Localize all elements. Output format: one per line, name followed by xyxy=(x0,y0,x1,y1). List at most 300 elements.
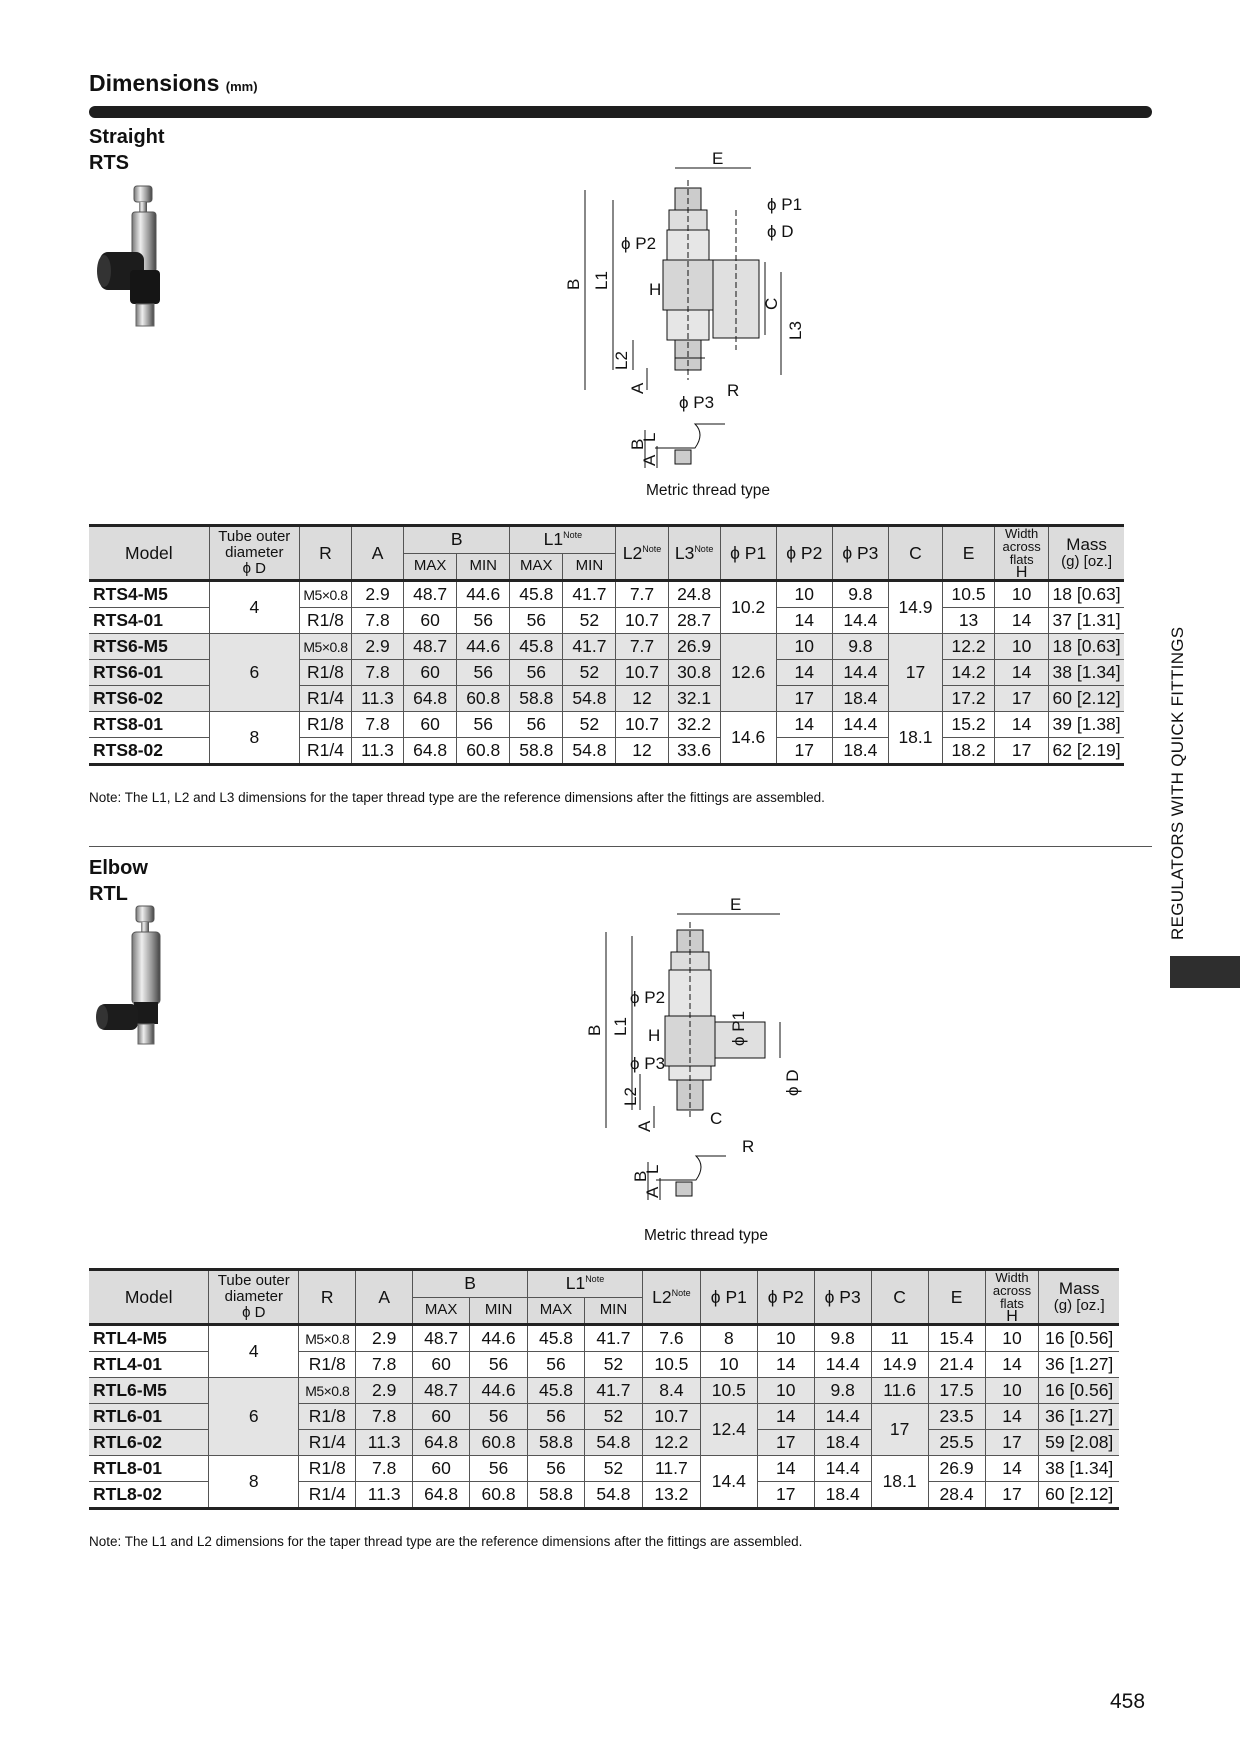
table-cell: 17 xyxy=(985,1482,1039,1509)
table-cell: 10 xyxy=(995,581,1049,608)
col-header-e-rtl: E xyxy=(928,1270,985,1325)
table-cell: 26.9 xyxy=(668,634,720,660)
dim-label-b: B xyxy=(564,278,583,290)
table-cell: 8.4 xyxy=(642,1378,700,1404)
table-cell: 9.8 xyxy=(814,1325,871,1352)
table-cell: 18.4 xyxy=(814,1430,871,1456)
table-cell: 8 xyxy=(209,712,299,765)
table-cell: 41.7 xyxy=(563,581,616,608)
table-cell: 7.8 xyxy=(356,1456,413,1482)
table-cell: 7.8 xyxy=(356,1352,413,1378)
dim-label-e: E xyxy=(712,150,724,168)
table-cell: 44.6 xyxy=(457,634,510,660)
table-cell: 7.8 xyxy=(356,1404,413,1430)
table-cell: 10 xyxy=(995,634,1049,660)
product-photo-rtl xyxy=(94,904,174,1054)
table-cell: 10 xyxy=(776,581,832,608)
table-cell: 17 xyxy=(757,1482,814,1509)
table-cell: 32.1 xyxy=(668,686,720,712)
table-cell: 14 xyxy=(995,660,1049,686)
table-cell: 21.4 xyxy=(928,1352,985,1378)
table-cell: 18.4 xyxy=(832,738,888,765)
col-header-r: R xyxy=(299,526,351,581)
col-header-p3: ϕ P3 xyxy=(832,526,888,581)
table-cell: 56 xyxy=(510,712,563,738)
table-cell: 14 xyxy=(757,1456,814,1482)
table-row xyxy=(89,1325,1119,1352)
col-header-mass: Mass (g) [oz.] xyxy=(1049,526,1124,581)
col-header-l1-max: MAX xyxy=(510,553,563,581)
side-tab-label: REGULATORS WITH QUICK FITTINGS xyxy=(1168,626,1187,940)
table-cell: 11.7 xyxy=(642,1456,700,1482)
col-header-c-rtl: C xyxy=(871,1270,928,1325)
table-cell: R1/4 xyxy=(299,1430,356,1456)
table-cell: 14 xyxy=(757,1352,814,1378)
table-cell: 60 xyxy=(404,608,457,634)
col-header-b-max: MAX xyxy=(404,553,457,581)
table-cell: 56 xyxy=(457,608,510,634)
table-cell: RTL6-01 xyxy=(89,1404,209,1430)
table-cell: 60 xyxy=(413,1352,470,1378)
dim-label-l1-rtl: L1 xyxy=(611,1017,630,1036)
table-cell: 58.8 xyxy=(528,1482,585,1509)
table-cell: RTS6-02 xyxy=(89,686,209,712)
table-cell: 14.4 xyxy=(814,1352,871,1378)
table-row xyxy=(89,1456,1119,1482)
table-cell: 10.7 xyxy=(616,712,668,738)
col-header-l2: $L2^{Note}$ xyxy=(616,526,668,581)
dim-label-p1: ϕ P1 xyxy=(767,195,803,214)
col-header-c: C xyxy=(888,526,942,581)
col-header-mass-rtl: Mass (g) [oz.] xyxy=(1039,1270,1119,1325)
table-cell: 38 [1.34] xyxy=(1049,660,1124,686)
table-cell: 14 xyxy=(985,1456,1039,1482)
table-cell: RTS6-01 xyxy=(89,660,209,686)
table-cell: 11.3 xyxy=(356,1482,413,1509)
table-cell: 59 [2.08] xyxy=(1039,1430,1119,1456)
table-cell: 10 xyxy=(985,1378,1039,1404)
dim-label-h: H xyxy=(649,280,662,299)
table-cell: 18.1 xyxy=(888,712,942,765)
table-cell: 17 xyxy=(776,738,832,765)
table-cell: 60 xyxy=(413,1456,470,1482)
table-cell: 52 xyxy=(584,1404,642,1430)
col-header-model-rtl: Model xyxy=(89,1270,209,1325)
dim-label-c-rtl: C xyxy=(710,1109,723,1128)
table-cell: 12.4 xyxy=(700,1404,757,1456)
table-cell: 60 [2.12] xyxy=(1039,1482,1119,1509)
table-cell: 14.9 xyxy=(871,1352,928,1378)
table-cell: 2.9 xyxy=(351,634,403,660)
table-cell: 9.8 xyxy=(832,634,888,660)
table-cell: 14 xyxy=(776,712,832,738)
table-cell: 48.7 xyxy=(413,1325,470,1352)
table-cell: 56 xyxy=(528,1456,585,1482)
caption-metric-thread-rts: Metric thread type xyxy=(646,482,771,499)
table-cell: 56 xyxy=(528,1352,585,1378)
table-cell: RTL8-01 xyxy=(89,1456,209,1482)
col-header-l1: $L1^{Note}$ xyxy=(510,526,616,554)
table-cell: 14.4 xyxy=(700,1456,757,1509)
table-cell: M5×0.8 xyxy=(299,1378,356,1404)
table-cell: 58.8 xyxy=(510,686,563,712)
table-cell: 38 [1.34] xyxy=(1039,1456,1119,1482)
table-cell: 56 xyxy=(510,608,563,634)
section-label-elbow: Elbow xyxy=(89,857,148,879)
table-cell: RTS4-M5 xyxy=(89,581,209,608)
table-cell: 56 xyxy=(528,1404,585,1430)
table-cell: 41.7 xyxy=(584,1378,642,1404)
table-cell: 14 xyxy=(985,1404,1039,1430)
table-cell: 64.8 xyxy=(404,686,457,712)
table-cell: 7.8 xyxy=(351,608,403,634)
section-divider xyxy=(89,846,1152,847)
dim-label-a-rtl: A xyxy=(635,1120,654,1132)
table-cell: 17.5 xyxy=(928,1378,985,1404)
table-cell: 11.3 xyxy=(351,686,403,712)
detail-label-a: A xyxy=(640,454,659,466)
table-cell: R1/4 xyxy=(299,686,351,712)
table-cell: 54.8 xyxy=(584,1482,642,1509)
table-cell: 48.7 xyxy=(404,634,457,660)
table-cell: 56 xyxy=(470,1456,528,1482)
section-label-straight: Straight xyxy=(89,126,165,148)
table-cell: 44.6 xyxy=(457,581,510,608)
table-cell: 6 xyxy=(209,634,299,712)
table-cell: 23.5 xyxy=(928,1404,985,1430)
table-cell: 24.8 xyxy=(668,581,720,608)
detail-label-b-rtl: B xyxy=(631,1170,650,1182)
table-cell: 17 xyxy=(776,686,832,712)
table-cell: 11.6 xyxy=(871,1378,928,1404)
title-rule xyxy=(89,106,1152,118)
table-cell: 16 [0.56] xyxy=(1039,1378,1119,1404)
table-cell: 10 xyxy=(700,1352,757,1378)
table-cell: 44.6 xyxy=(470,1378,528,1404)
table-cell: 28.4 xyxy=(928,1482,985,1509)
dim-label-b-rtl: B xyxy=(585,1024,604,1036)
col-header-l2-rtl: $L2^{Note}$ xyxy=(642,1270,700,1325)
table-cell: 60.8 xyxy=(470,1430,528,1456)
table-cell: 7.8 xyxy=(351,712,403,738)
table-cell: 6 xyxy=(209,1378,299,1456)
table-cell: 54.8 xyxy=(563,738,616,765)
table-cell: RTS8-01 xyxy=(89,712,209,738)
note-rtl: Note: The L1 and L2 dimensions for the taper thread type are the reference dimensions after the fittings are assembled. xyxy=(89,1534,803,1549)
table-cell: 52 xyxy=(584,1456,642,1482)
table-cell: 18.4 xyxy=(814,1482,871,1509)
col-header-p2-rtl: ϕ P2 xyxy=(757,1270,814,1325)
table-cell: 18 [0.63] xyxy=(1049,634,1124,660)
table-cell: M5×0.8 xyxy=(299,581,351,608)
table-cell: 15.4 xyxy=(928,1325,985,1352)
table-cell: 10.5 xyxy=(642,1352,700,1378)
spec-table-rts xyxy=(89,524,1124,766)
table-cell: 60 xyxy=(404,660,457,686)
table-cell: 14.4 xyxy=(814,1404,871,1430)
col-header-e: E xyxy=(943,526,995,581)
col-header-b-min: MIN xyxy=(457,553,510,581)
col-header-b-max-rtl: MAX xyxy=(413,1297,470,1325)
table-cell: 10.5 xyxy=(700,1378,757,1404)
table-cell: 14.9 xyxy=(888,581,942,634)
table-cell: 14 xyxy=(995,608,1049,634)
table-cell: 62 [2.19] xyxy=(1049,738,1124,765)
table-cell: R1/8 xyxy=(299,660,351,686)
table-cell: 45.8 xyxy=(510,581,563,608)
unit-label: (mm) xyxy=(225,79,258,94)
table-cell: 56 xyxy=(470,1404,528,1430)
dimension-drawing-rtl xyxy=(580,896,820,1236)
col-header-a-rtl: A xyxy=(356,1270,413,1325)
col-header-p2: ϕ P2 xyxy=(776,526,832,581)
table-row xyxy=(89,712,1124,738)
table-cell: 14.6 xyxy=(720,712,776,765)
table-cell: 64.8 xyxy=(404,738,457,765)
dim-label-c: C xyxy=(762,297,781,310)
table-cell: 60.8 xyxy=(457,738,510,765)
col-header-width-across-flats: Width across flats H xyxy=(995,526,1049,581)
dim-label-h-rtl: H xyxy=(648,1026,661,1045)
table-cell: 4 xyxy=(209,581,299,634)
table-cell: RTL8-02 xyxy=(89,1482,209,1509)
table-cell: 52 xyxy=(563,660,616,686)
table-cell: RTS4-01 xyxy=(89,608,209,634)
detail-label-a-rtl: A xyxy=(643,1186,662,1198)
table-cell: R1/8 xyxy=(299,712,351,738)
col-header-p3-rtl: ϕ P3 xyxy=(814,1270,871,1325)
col-header-p1: ϕ P1 xyxy=(720,526,776,581)
table-cell: 58.8 xyxy=(528,1430,585,1456)
table-cell: 32.2 xyxy=(668,712,720,738)
table-row xyxy=(89,634,1124,660)
col-header-l1-max-rtl: MAX xyxy=(528,1297,585,1325)
table-cell: 17.2 xyxy=(943,686,995,712)
table-cell: 39 [1.38] xyxy=(1049,712,1124,738)
table-cell: 12 xyxy=(616,686,668,712)
table-cell: 60 xyxy=(413,1404,470,1430)
col-header-l1-rtl: $L1^{Note}$ xyxy=(528,1270,643,1298)
table-cell: 64.8 xyxy=(413,1430,470,1456)
table-cell: 60 [2.12] xyxy=(1049,686,1124,712)
dim-label-p3-rtl: ϕ P3 xyxy=(630,1054,666,1073)
table-cell: M5×0.8 xyxy=(299,1325,356,1352)
table-cell: 10 xyxy=(757,1325,814,1352)
table-cell: 52 xyxy=(563,608,616,634)
table-cell: R1/8 xyxy=(299,1352,356,1378)
table-cell: 14.4 xyxy=(832,608,888,634)
table-cell: 48.7 xyxy=(413,1378,470,1404)
table-cell: RTS6-M5 xyxy=(89,634,209,660)
table-cell: 25.5 xyxy=(928,1430,985,1456)
table-cell: 14.2 xyxy=(943,660,995,686)
table-cell: 45.8 xyxy=(510,634,563,660)
table-cell: 17 xyxy=(985,1430,1039,1456)
dim-label-p1-rtl: ϕ P1 xyxy=(729,1010,748,1046)
caption-metric-thread-rtl: Metric thread type xyxy=(644,1227,769,1244)
table-cell: 12.6 xyxy=(720,634,776,712)
table-cell: 10.7 xyxy=(616,660,668,686)
table-cell: 14.4 xyxy=(832,660,888,686)
table-cell: 13 xyxy=(943,608,995,634)
detail-label-b: B xyxy=(628,438,647,450)
table-cell: 12.2 xyxy=(642,1430,700,1456)
table-cell: 54.8 xyxy=(563,686,616,712)
table-cell: 2.9 xyxy=(356,1325,413,1352)
table-cell: 14 xyxy=(776,660,832,686)
table-cell: 11 xyxy=(871,1325,928,1352)
dim-label-r-rtl: R xyxy=(742,1137,755,1156)
dim-label-p2-rtl: ϕ P2 xyxy=(630,988,666,1007)
table-cell: 11.3 xyxy=(351,738,403,765)
table-cell: RTL4-01 xyxy=(89,1352,209,1378)
table-cell: RTL6-M5 xyxy=(89,1378,209,1404)
table-cell: 56 xyxy=(457,712,510,738)
table-cell: 52 xyxy=(563,712,616,738)
table-cell: 14.4 xyxy=(814,1456,871,1482)
series-label-rtl: RTL xyxy=(89,883,128,905)
table-cell: 10.7 xyxy=(616,608,668,634)
table-cell: 14.4 xyxy=(832,712,888,738)
col-header-a: A xyxy=(351,526,403,581)
table-cell: 10 xyxy=(985,1325,1039,1352)
table-cell: 58.8 xyxy=(510,738,563,765)
table-row xyxy=(89,581,1124,608)
table-cell: 36 [1.27] xyxy=(1039,1352,1119,1378)
dim-label-e-rtl: E xyxy=(730,896,742,914)
col-header-b: B xyxy=(404,526,510,554)
page-title: Dimensions (mm) xyxy=(89,70,258,96)
table-cell: 14 xyxy=(757,1404,814,1430)
table-cell: 7.7 xyxy=(616,581,668,608)
table-cell: 16 [0.56] xyxy=(1039,1325,1119,1352)
table-cell: 17 xyxy=(995,738,1049,765)
table-cell: 14 xyxy=(995,712,1049,738)
table-cell: 8 xyxy=(700,1325,757,1352)
table-cell: 37 [1.31] xyxy=(1049,608,1124,634)
table-cell: 7.8 xyxy=(351,660,403,686)
table-cell: R1/4 xyxy=(299,1482,356,1509)
table-cell: 12 xyxy=(616,738,668,765)
series-label-rts: RTS xyxy=(89,152,129,174)
detail-label-l: L xyxy=(640,432,659,442)
table-cell: 45.8 xyxy=(528,1378,585,1404)
side-tab-marker xyxy=(1170,956,1240,988)
table-cell: 17 xyxy=(757,1430,814,1456)
table-cell: 15.2 xyxy=(943,712,995,738)
table-cell: RTL6-02 xyxy=(89,1430,209,1456)
table-cell: 10.7 xyxy=(642,1404,700,1430)
table-cell: 52 xyxy=(584,1352,642,1378)
table-cell: 18.4 xyxy=(832,686,888,712)
col-header-b-rtl: B xyxy=(413,1270,528,1298)
table-cell: 17 xyxy=(871,1404,928,1456)
dim-label-l2: L2 xyxy=(612,351,631,370)
table-cell: 26.9 xyxy=(928,1456,985,1482)
table-cell: 2.9 xyxy=(351,581,403,608)
table-cell: 54.8 xyxy=(584,1430,642,1456)
table-cell: 41.7 xyxy=(584,1325,642,1352)
col-header-l1-min: MIN xyxy=(563,553,616,581)
col-header-tube-diameter-rtl: Tube outer diameter ϕ D xyxy=(209,1270,299,1325)
table-cell: 41.7 xyxy=(563,634,616,660)
table-cell: 28.7 xyxy=(668,608,720,634)
col-header-l1-min-rtl: MIN xyxy=(584,1297,642,1325)
dim-label-l3: L3 xyxy=(786,321,805,340)
dimension-drawing-rts xyxy=(555,150,855,510)
table-cell: 56 xyxy=(510,660,563,686)
table-cell: RTL4-M5 xyxy=(89,1325,209,1352)
dim-label-d-rtl: ϕ D xyxy=(783,1069,802,1096)
dim-label-d: ϕ D xyxy=(767,222,794,241)
dim-label-p2: ϕ P2 xyxy=(621,234,657,253)
table-cell: 10 xyxy=(757,1378,814,1404)
table-cell: 2.9 xyxy=(356,1378,413,1404)
table-cell: 13.2 xyxy=(642,1482,700,1509)
dim-label-r: R xyxy=(727,381,740,400)
col-header-width-across-flats-rtl: Width across flats H xyxy=(985,1270,1039,1325)
spec-table-rtl xyxy=(89,1268,1119,1510)
note-rts: Note: The L1, L2 and L3 dimensions for the taper thread type are the reference dimensions after the fittings are assembled. xyxy=(89,790,825,805)
table-cell: 48.7 xyxy=(404,581,457,608)
table-cell: 9.8 xyxy=(832,581,888,608)
table-cell: 33.6 xyxy=(668,738,720,765)
table-cell: 10 xyxy=(776,634,832,660)
table-cell: 14 xyxy=(776,608,832,634)
table-cell: M5×0.8 xyxy=(299,634,351,660)
table-cell: 14 xyxy=(985,1352,1039,1378)
table-cell: 17 xyxy=(995,686,1049,712)
col-header-l3: $L3^{Note}$ xyxy=(668,526,720,581)
table-cell: 4 xyxy=(209,1325,299,1378)
table-cell: 10.2 xyxy=(720,581,776,634)
col-header-model: Model xyxy=(89,526,209,581)
table-cell: R1/4 xyxy=(299,738,351,765)
dim-label-l1: L1 xyxy=(592,271,611,290)
table-cell: 8 xyxy=(209,1456,299,1509)
table-cell: RTS8-02 xyxy=(89,738,209,765)
detail-label-l-rtl: L xyxy=(643,1164,662,1174)
table-cell: 9.8 xyxy=(814,1378,871,1404)
table-cell: 12.2 xyxy=(943,634,995,660)
table-cell: 17 xyxy=(888,634,942,712)
table-cell: 56 xyxy=(470,1352,528,1378)
table-cell: 11.3 xyxy=(356,1430,413,1456)
table-cell: 64.8 xyxy=(413,1482,470,1509)
table-cell: 60.8 xyxy=(470,1482,528,1509)
table-cell: 18.2 xyxy=(943,738,995,765)
table-cell: 7.6 xyxy=(642,1325,700,1352)
col-header-r-rtl: R xyxy=(299,1270,356,1325)
table-cell: 18.1 xyxy=(871,1456,928,1509)
table-cell: 45.8 xyxy=(528,1325,585,1352)
table-cell: R1/8 xyxy=(299,1404,356,1430)
dim-label-l2-rtl: L2 xyxy=(621,1087,640,1106)
table-row xyxy=(89,1378,1119,1404)
dim-label-a: A xyxy=(628,382,647,394)
table-cell: 7.7 xyxy=(616,634,668,660)
table-cell: 30.8 xyxy=(668,660,720,686)
col-header-p1-rtl: ϕ P1 xyxy=(700,1270,757,1325)
table-cell: R1/8 xyxy=(299,1456,356,1482)
table-cell: 18 [0.63] xyxy=(1049,581,1124,608)
col-header-b-min-rtl: MIN xyxy=(470,1297,528,1325)
table-cell: 56 xyxy=(457,660,510,686)
col-header-tube-diameter: Tube outer diameter ϕ D xyxy=(209,526,299,581)
table-cell: 44.6 xyxy=(470,1325,528,1352)
table-cell: 60 xyxy=(404,712,457,738)
table-cell: R1/8 xyxy=(299,608,351,634)
